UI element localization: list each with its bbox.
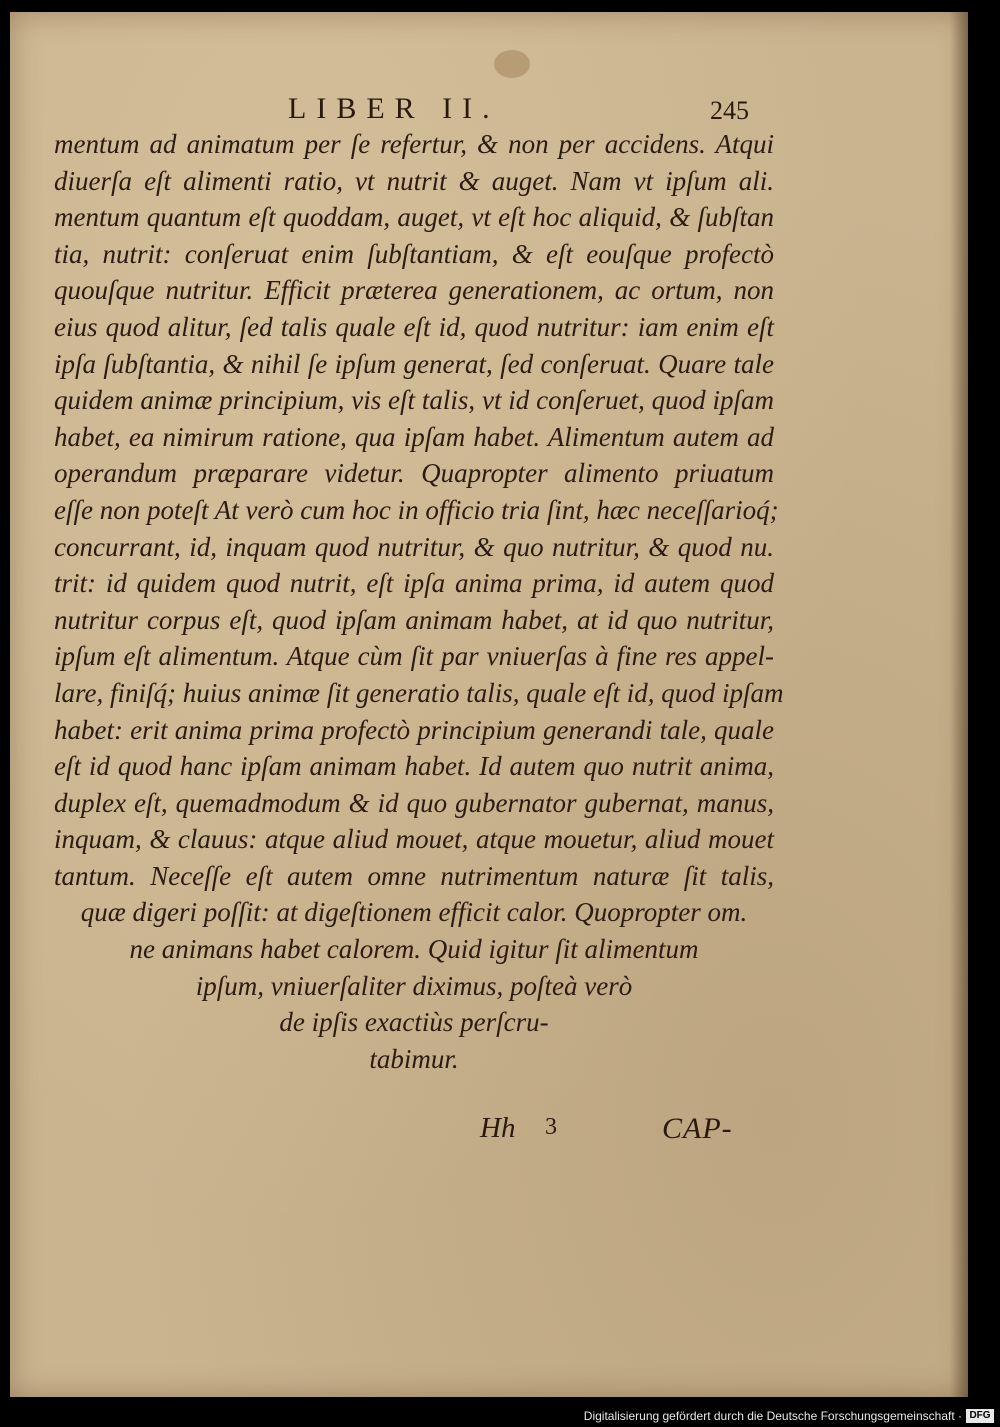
dfg-logo: DFG <box>966 1409 994 1423</box>
text-line-centered: tabimur. <box>369 1043 459 1074</box>
text-line-centered: quæ digeri poſſit: at digeſtionem efficit calor. Quopropter om. <box>80 897 748 928</box>
text-line-centered: ipſum, vniuerſaliter diximus, poſteà verò <box>195 970 633 1001</box>
text-line: mentum ad animatum per ſe refertur, & non per accidens. Atqui <box>54 129 774 159</box>
text-line: ipſa ſubſtantia, & nihil ſe ipſum generat, ſed conſeruat. Quare tale <box>54 348 774 379</box>
text-line: inquam, & clauus: atque aliud mouet, atque mouetur, aliud mouet <box>54 824 774 855</box>
signature-mark: Hh <box>480 1112 516 1144</box>
text-line: eius quod alitur, ſed talis quale eſt id, quod nutritur: iam enim eſt <box>54 311 774 342</box>
book-page <box>10 12 968 1397</box>
page-number: 245 <box>710 96 749 125</box>
page-edge-shadow <box>950 12 968 1397</box>
text-line: tantum. Neceſſe eſt autem omne nutrimentum naturæ ſit talis, <box>54 860 774 891</box>
credit-bar <box>0 1406 1000 1427</box>
body-text <box>54 126 784 1077</box>
text-line: mentum quantum eſt quoddam, auget, vt eſt hoc aliquid, & ſubſtan <box>54 202 774 233</box>
signature-number: 3 <box>545 1114 557 1140</box>
text-line: duplex eſt, quemadmodum & id quo gubernator gubernat, manus, <box>54 787 774 818</box>
text-line: eſt id quod hanc ipſam animam habet. Id autem quo nutrit anima, <box>54 751 774 782</box>
page-footer <box>10 1112 968 1152</box>
text-line: habet: erit anima prima profectò principium generandi tale, quale <box>54 714 774 745</box>
text-line: ipſum eſt alimentum. Atque cùm ſit par vniuerſas à fine res appel- <box>54 641 774 672</box>
text-line: quouſque nutritur. Efficit præterea generationem, ac ortum, non <box>54 275 774 306</box>
funding-credit: Digitalisierung gefördert durch die Deutsche Forschungsgemeinschaft · <box>583 1409 962 1423</box>
catchword: CAP- <box>662 1112 733 1145</box>
text-line: operandum præparare videtur. Quapropter alimento priuatum <box>54 458 774 489</box>
text-line-centered: de ipſis exactiùs perſcru- <box>279 1007 549 1038</box>
text-line: nutritur corpus eſt, quod ipſam animam habet, at id quo nutritur, <box>54 604 774 635</box>
text-line: concurrant, id, inquam quod nutritur, & quo nutritur, & quod nu. <box>54 531 774 562</box>
text-line: lare, finiſq́; huius animæ ſit generatio talis, quale eſt id, quod ipſam <box>54 677 784 708</box>
text-line: eſſe non poteſt At verò cum hoc in officio tria ſint, hæc neceſſarioq́; <box>54 494 779 525</box>
text-line: quidem animæ principium, vis eſt talis, vt id conſeruet, quod ipſam <box>54 385 774 416</box>
text-line-centered: ne animans habet calorem. Quid igitur ſit alimentum <box>129 934 699 965</box>
text-line: tia, nutrit: conſeruat enim ſubſtantiam, & eſt eouſque profectò <box>54 238 774 269</box>
text-line: diuerſa eſt alimenti ratio, vt nutrit & auget. Nam vt ipſum ali. <box>54 165 774 196</box>
text-line: trit: id quidem quod nutrit, eſt ipſa anima prima, id autem quod <box>54 568 774 599</box>
running-head: LIBER II. <box>288 92 500 125</box>
paper-stain <box>494 50 530 78</box>
text-line: habet, ea nimirum ratione, qua ipſam habet. Alimentum autem ad <box>54 421 774 452</box>
